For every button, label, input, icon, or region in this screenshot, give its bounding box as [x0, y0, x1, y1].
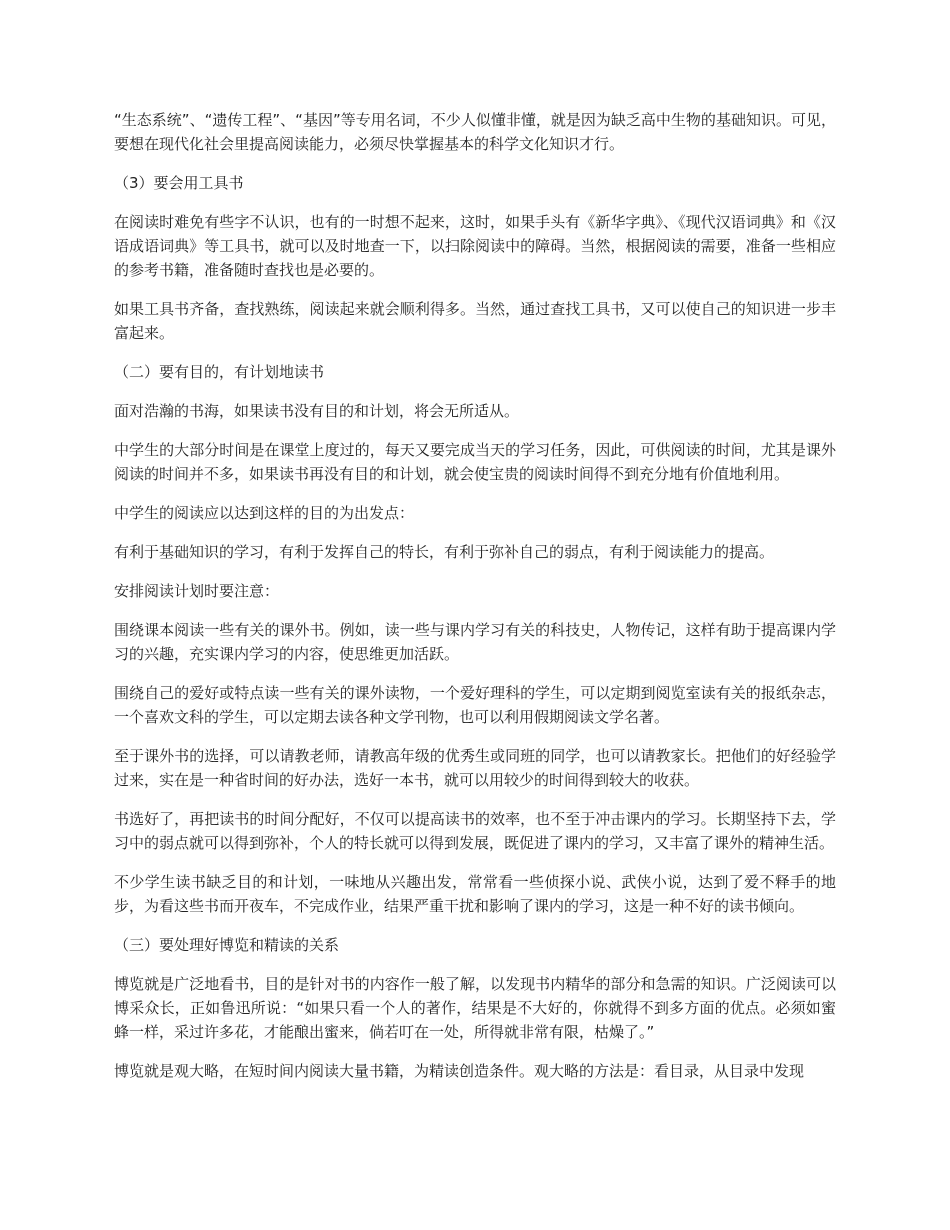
paragraph-science-knowledge: “生态系统”、“遗传工程”、“基因”等专用名词，不少人似懂非懂，就是因为缺乏高中生物的基础知识。可见，要想在现代化社会里提高阅读能力，必须尽快掌握基本的科学文化知识才行。: [114, 111, 836, 153]
heading-purposeful-reading: （二）要有目的，有计划地读书: [114, 363, 325, 381]
heading-broad-and-intensive: （三）要处理好博览和精读的关系: [114, 936, 340, 954]
paragraph-overview-method: 博览就是观大略，在短时间内阅读大量书籍，为精读创造条件。观大略的方法是：看目录，从目录中发现: [114, 1062, 805, 1080]
paragraph-bad-habit: 不少学生读书缺乏目的和计划，一味地从兴趣出发，常常看一些侦探小说、武侠小说，达到了爱不释手的地步，为看这些书而开夜车，不完成作业，结果严重干扰和影响了课内的学习，这是一种不好的读书倾向。: [114, 873, 836, 915]
paragraph-book-sea: 面对浩瀚的书海，如果读书没有目的和计划，将会无所适从。: [114, 402, 520, 420]
paragraph-textbook-reading: 围绕课本阅读一些有关的课外书。例如，读一些与课内学习有关的科技史，人物传记，这样有助于提高课内学习的兴趣，充实课内学习的内容，使思维更加活跃。: [114, 621, 836, 663]
paragraph-student-time: 中学生的大部分时间是在课堂上度过的，每天又要完成当天的学习任务，因此，可供阅读的时间，尤其是课外阅读的时间并不多，如果读书再没有目的和计划，就会使宝贵的阅读时间得不到充分地有价值地利用。: [114, 441, 836, 483]
paragraph-reference-books-benefit: 如果工具书齐备，查找熟练，阅读起来就会顺利得多。当然，通过查找工具书，又可以使自己的知识进一步丰富起来。: [114, 300, 836, 342]
paragraph-reading-goal-intro: 中学生的阅读应以达到这样的目的为出发点：: [114, 504, 415, 522]
paragraph-broad-reading: 博览就是广泛地看书，目的是针对书的内容作一般了解，以发现书内精华的部分和急需的知识。广泛阅读可以博采众长，正如鲁迅所说：“如果只看一个人的著作，结果是不大好的，你就得不到多方面的优点。必须如蜜蜂一样，采过许多花，才能酿出蜜来，倘若叮在一处，所得就非常有限，枯燥了。”: [114, 975, 836, 1041]
heading-use-reference-books: （3）要会用工具书: [114, 174, 244, 192]
paragraph-reading-goals: 有利于基础知识的学习，有利于发挥自己的特长，有利于弥补自己的弱点，有利于阅读能力的提高。: [114, 543, 775, 561]
paragraph-book-selection: 至于课外书的选择，可以请教老师，请教高年级的优秀生或同班的同学，也可以请教家长。把他们的好经验学过来，实在是一种省时间的好办法，选好一本书，就可以用较少的时间得到较大的收获。: [114, 747, 836, 789]
document-page: [114, 108, 836, 1098]
paragraph-hobby-reading: 围绕自己的爱好或特点读一些有关的课外读物，一个爱好理科的学生，可以定期到阅览室读有关的报纸杂志，一个喜欢文科的学生，可以定期去读各种文学刊物，也可以利用假期阅读文学名著。: [114, 684, 836, 726]
paragraph-time-allocation: 书选好了，再把读书的时间分配好，不仅可以提高读书的效率，也不至于冲击课内的学习。长期坚持下去，学习中的弱点就可以得到弥补，个人的特长就可以得到发展，既促进了课内的学习，又丰富了课外的精神生活。: [114, 810, 836, 852]
paragraph-plan-notes-intro: 安排阅读计划时要注意：: [114, 582, 280, 600]
paragraph-reference-books: 在阅读时难免有些字不认识，也有的一时想不起来，这时，如果手头有《新华字典》、《现代汉语词典》和《汉语成语词典》等工具书，就可以及时地查一下，以扫除阅读中的障碍。当然，根据阅读的需要，准备一些相应的参考书籍，准备随时查找也是必要的。: [114, 213, 836, 279]
